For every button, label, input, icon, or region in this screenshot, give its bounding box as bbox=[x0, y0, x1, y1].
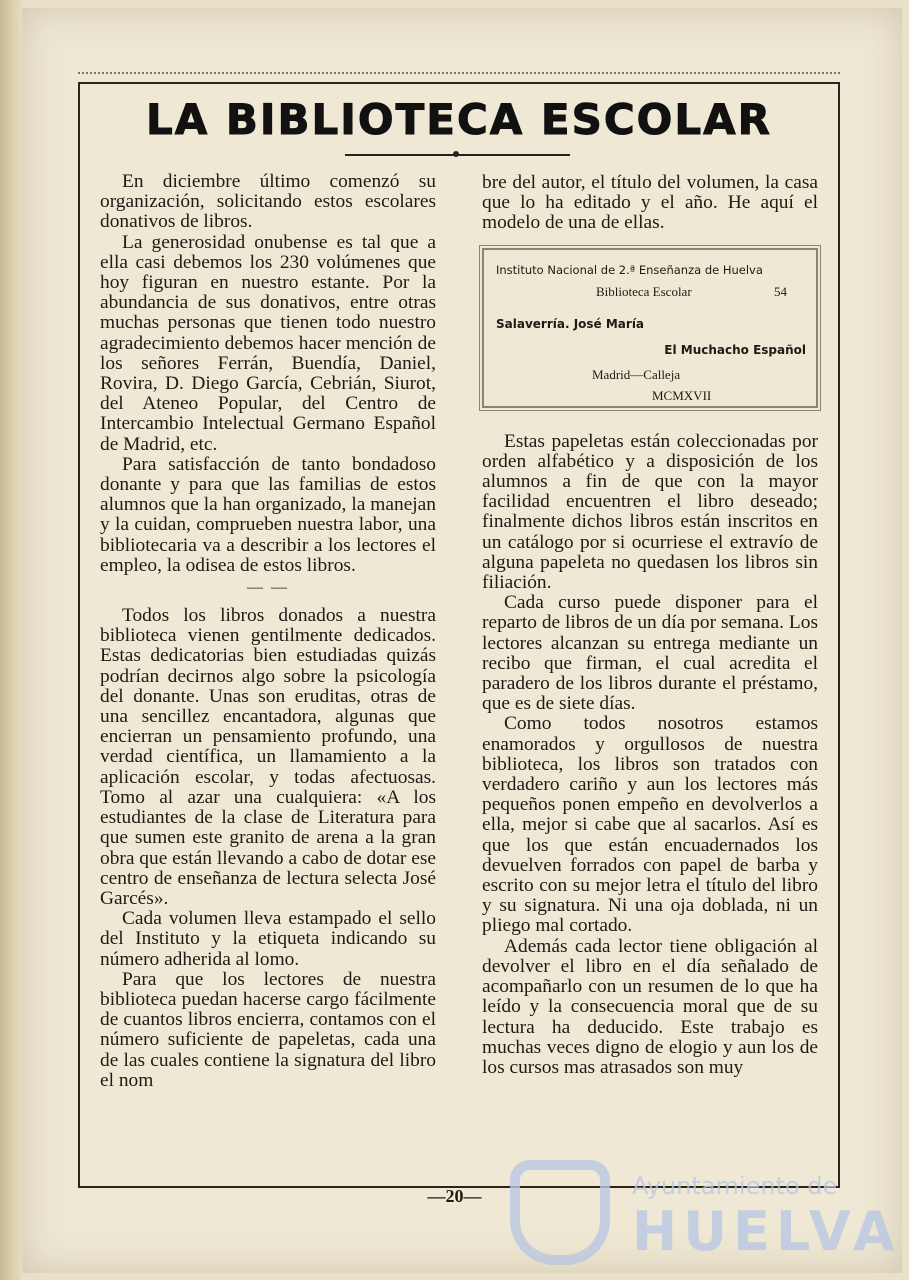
watermark bbox=[510, 1150, 901, 1270]
paragraph: Como todos nosotros estamos enamorados y orgullosos de nuestra biblioteca, los libros son tratados con verdadero cariño y aun los lectores más pequeños ponen empeño en devolverlos a ella, mejor si cabe que al sacarlos. Así es que los que están encuadernados los devuelven forrados con papel de barba y escrito con su mejor letra el título del libro y su signatura. Ni una oja doblada, ni un pliego mal cortado. bbox=[482, 713, 818, 937]
paragraph: Todos los libros donados a nuestra biblioteca vienen gentilmente dedicados. Estas dedicatorias bien estudiadas quizás podrían decirnos algo sobre la psicología del donante. Unas son eruditas, otras de una sencillez encantadora, algunas que encierran un pensamiento profundo, una verdad científica, un llamamiento a la aplicación escolar, y todas afectuosas. Tomo al azar una cualquiera: «A los estudiantes de la clase de Literatura para que sumen este granito de arena a la gran obra que están llevando a cabo de dotar ese centro de enseñanza de lectura selecta José Garcés». bbox=[100, 605, 436, 909]
paragraph: bre del autor, el título del volumen, la casa que lo ha editado y el año. He aquí el modelo de una de ellas. bbox=[482, 172, 818, 234]
card-year: MCMXVII bbox=[652, 387, 712, 403]
paragraph: Además cada lector tiene obligación al devolver el libro en el día señalado de acompañarlo con un resumen de lo que ha leído y la consecuencia moral que de su lectura ha deducido. Este trabajo es muchas veces digno de elogio y aun los de los cursos mas atrasados son muy bbox=[482, 935, 818, 1078]
title-underline bbox=[345, 154, 570, 156]
paragraph: La generosidad onubense es tal que a ella casi debemos los 230 volúmenes que hoy figuran en nuestro estante. Por la abundancia de sus donativos, entre otras muchas personas que tienen todo nuestro agradecimiento debemos hacer mención de los señores Ferrán, Buendía, Daniel, Rovira, D. Diego García, Cebrián, Siurot, del Ateneo Popular, del Centro de Intercambio Intelectual Germano Español de Madrid, etc. bbox=[100, 231, 436, 455]
paragraph: Cada curso puede disponer para el reparto de libros de un día por semana. Los lectores alcanzan su entrega mediante un recibo que firman, el cual acredita el paradero de los libros durante el préstamo, que es de siete días. bbox=[482, 592, 818, 715]
article-title: LA BIBLIOTECA ESCOLAR bbox=[145, 95, 772, 144]
watermark-line1: Ayuntamiento de bbox=[632, 1172, 838, 1200]
card-book-title: El Muchacho Español bbox=[664, 342, 806, 357]
card-place: Madrid—Calleja bbox=[592, 366, 681, 382]
page-spine bbox=[0, 0, 22, 1280]
paragraph: Para que los lectores de nuestra biblioteca puedan hacerse cargo fácilmente de cuantos libros encierra, contamos con el número suficiente de papeletas, cada una de las cuales contiene la signatura del libro el nom bbox=[100, 968, 436, 1091]
card-library: Biblioteca Escolar bbox=[596, 283, 692, 299]
library-card-sample bbox=[482, 248, 818, 408]
paragraph: En diciembre último comenzó su organización, solicitando estos escolares donativos de libros. bbox=[100, 171, 436, 233]
section-separator: — — bbox=[247, 579, 289, 597]
right-column bbox=[482, 173, 818, 1078]
paragraph: Cada volumen lleva estampado el sello del Instituto y la etiqueta indicando su número adherida al lomo. bbox=[100, 908, 436, 970]
card-institution: Instituto Nacional de 2.ª Enseñanza de Huelva bbox=[496, 262, 763, 277]
top-dotted-rule bbox=[78, 72, 840, 78]
page-number: —20— bbox=[427, 1186, 482, 1206]
left-column bbox=[100, 172, 436, 1091]
shield-icon bbox=[510, 1160, 610, 1265]
watermark-line2: HUELVA bbox=[632, 1200, 901, 1263]
card-author: Salaverría. José María bbox=[496, 316, 645, 331]
card-number: 54 bbox=[774, 283, 787, 299]
paragraph: Estas papeletas están coleccionadas por orden alfabético y a disposición de los alumnos a fin de que con la mayor facilidad encuentren el libro deseado; finalmente dichos libros están inscritos en un catálogo por si ocurriese el extravío de alguna papeleta no quedasen los libros sin filiación. bbox=[482, 430, 818, 594]
paragraph: Para satisfacción de tanto bondadoso donante y para que las familias de estos alumnos que la han organizado, la manejan y la cuidan, comprueben nuestra labor, una bibliotecaria va a describir a los lectores el empleo, la odisea de estos libros. bbox=[100, 453, 436, 576]
